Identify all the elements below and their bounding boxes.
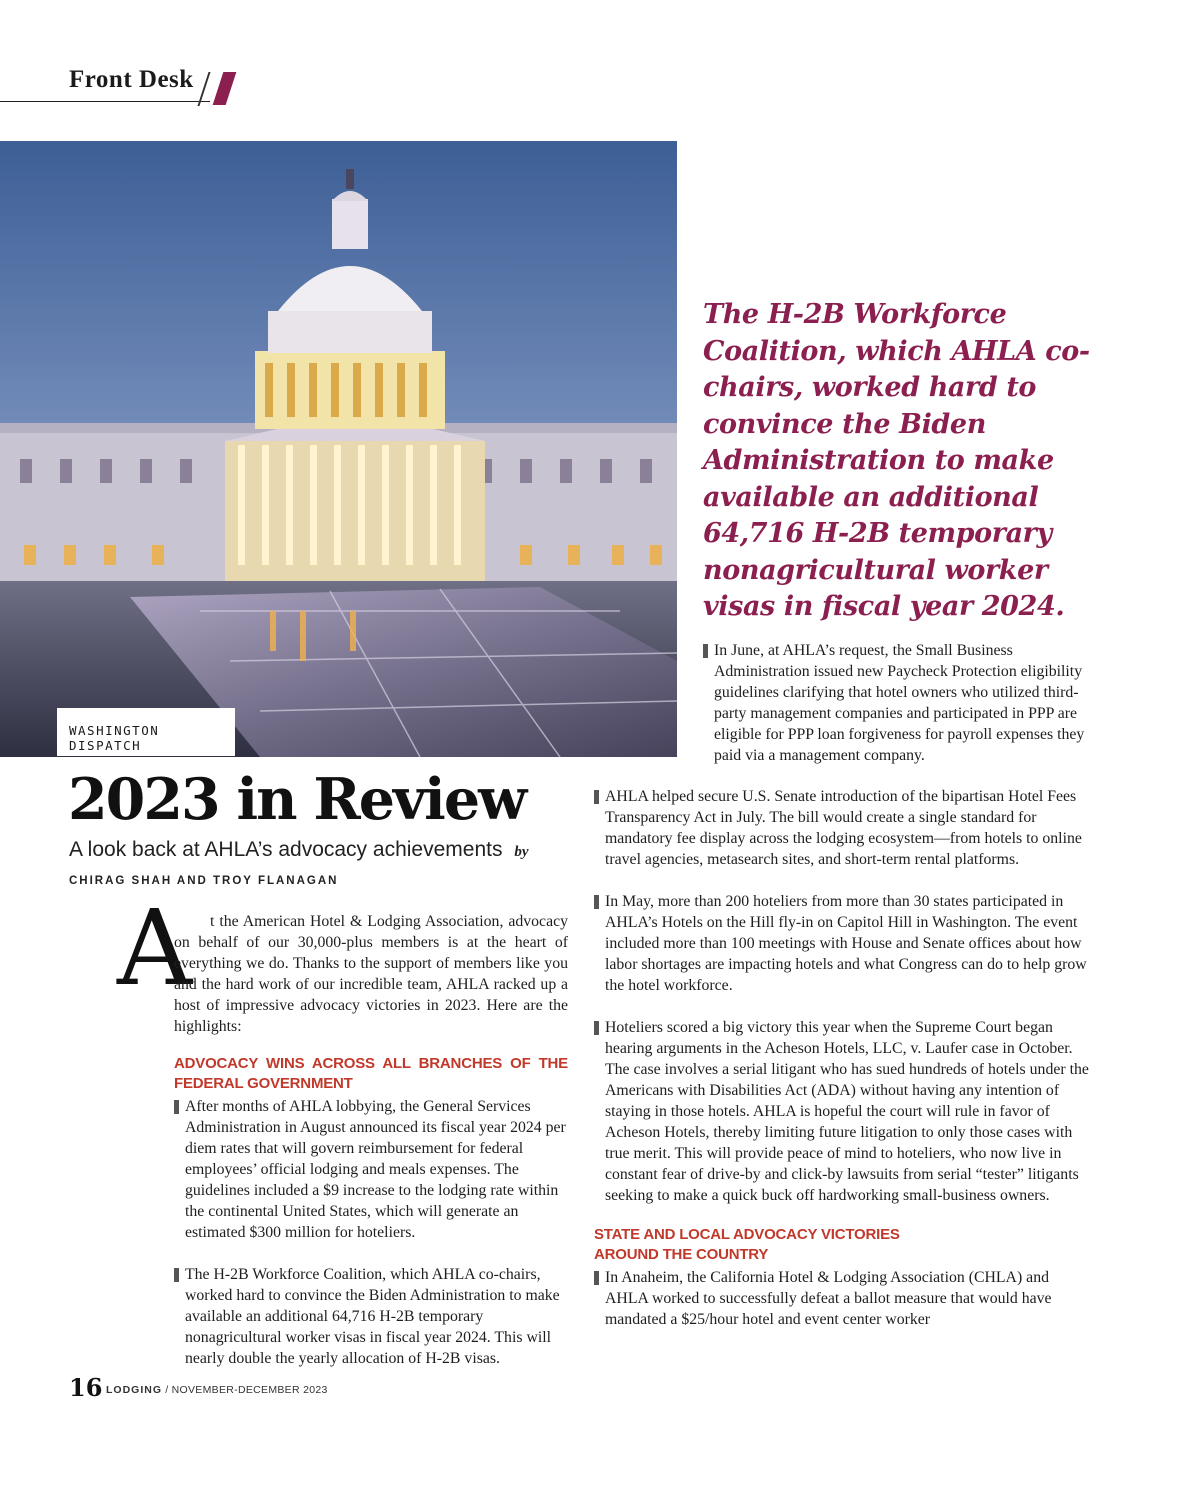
bullet-fees-act bbox=[594, 786, 1094, 870]
issue-date: / NOVEMBER-DECEMBER 2023 bbox=[165, 1384, 328, 1396]
bullet-per-diem bbox=[174, 1096, 568, 1243]
bullet-anaheim bbox=[594, 1267, 1094, 1330]
dispatch-badge-text: WASHINGTON DISPATCH bbox=[69, 723, 160, 753]
intro-text: t the American Hotel & Lodging Association, advocacy on behalf of our 30,000-plus members is at the heart of everything we do. Thanks to the support of members like you and the hard work of our incredible team, AHLA racked up a host of impressive advocacy victories in 2023. Here are the highlights: bbox=[174, 913, 568, 1035]
bullet-marker bbox=[703, 644, 708, 658]
subhead-federal: ADVOCACY WINS ACROSS ALL BRANCHES OF THE FEDERAL GOVERNMENT bbox=[174, 1055, 568, 1092]
ppp-bullet bbox=[703, 640, 1099, 766]
bullet-marker bbox=[594, 790, 599, 804]
byline-prefix: by bbox=[514, 844, 529, 860]
bullet-supreme-court bbox=[594, 1017, 1094, 1206]
bullet-text: Hoteliers scored a big victory this year when the Supreme Court began hearing arguments in the Acheson Hotels, LLC, v. Laufer case in October. The case involves a serial litigant who has sued hundreds of hotels under the Americans with Disabilities Act (ADA) without having any intention of staying in those hotels. AHLA is hopeful the court will rule in favor of Acheson Hotels, thereby limiting future litigation to only those cases with true merit. This will provide peace of mind to hoteliers, who now live in constant fear of drive-by and click-by lawsuits from serial “tester” litigants seeking to make a quick buck off hardworking small-business owners. bbox=[605, 1019, 1089, 1204]
subhead-state-local: STATE AND LOCAL ADVOCACY VICTORIES AROUND THE COUNTRY bbox=[594, 1226, 900, 1263]
article-title: 2023 in Review bbox=[68, 766, 526, 833]
dek-text: A look back at AHLA’s advocacy achievements bbox=[69, 838, 503, 861]
bullet-marker bbox=[174, 1100, 179, 1114]
header-rule bbox=[0, 101, 210, 102]
intro-paragraph bbox=[174, 911, 568, 1037]
dispatch-badge bbox=[57, 708, 235, 756]
bullet-text: After months of AHLA lobbying, the General Services Administration in August announced its fiscal year 2024 per diem rates that will govern reimbursement for federal employees’ official lodging and meals expenses. The guidelines included a $9 increase to the lodging rate within the continental United States, which will generate an estimated $300 million for hoteliers. bbox=[185, 1098, 566, 1241]
pull-quote: The H-2B Workforce Coalition, which AHLA co-chairs, worked hard to convince the Biden Administration to make available an additional 64,716 H-2B temporary nonagricultural worker visas in fiscal year 2024. bbox=[703, 299, 1090, 622]
capitol-photo bbox=[0, 141, 677, 757]
bullet-text: The H-2B Workforce Coalition, which AHLA co-chairs, worked hard to convince the Biden Administration to make available an additional 64,716 H-2B temporary nonagricultural worker visas in fiscal year 2024. This will nearly double the yearly allocation of H-2B visas. bbox=[185, 1266, 560, 1367]
section-label: Front Desk bbox=[69, 66, 194, 93]
bullet-marker bbox=[594, 895, 599, 909]
bullet-marker bbox=[174, 1268, 179, 1282]
bullet-hotels-on-hill bbox=[594, 891, 1094, 996]
bullet-text: In May, more than 200 hoteliers from more than 30 states participated in AHLA’s Hotels on the Hill fly-in on Capitol Hill in Washington. The event included more than 100 meetings with House and Senate offices about how labor shortages are impacting hotels and what Congress can do to help grow the hotel workforce. bbox=[605, 893, 1087, 994]
publication-info bbox=[106, 1384, 328, 1396]
bullet-h2b bbox=[174, 1264, 568, 1369]
drop-cap: A bbox=[117, 887, 193, 1009]
publication-name: LODGING bbox=[106, 1384, 162, 1396]
bullet-marker bbox=[594, 1271, 599, 1285]
page-number: 16 bbox=[69, 1373, 103, 1402]
byline-authors: CHIRAG SHAH AND TROY FLANAGAN bbox=[69, 875, 339, 887]
bullet-text: In Anaheim, the California Hotel & Lodging Association (CHLA) and AHLA worked to successfully defeat a ballot measure that would have mandated a $25/hour hotel and event center worker bbox=[605, 1269, 1052, 1328]
right-column bbox=[594, 786, 1094, 1330]
bullet-text: AHLA helped secure U.S. Senate introduction of the bipartisan Hotel Fees Transparency Act in July. The bill would create a single standard for mandatory fee display across the lodging ecosystem—from hotels to online travel agencies, metasearch sites, and short-term rental platforms. bbox=[605, 788, 1082, 868]
bullet-text: In June, at AHLA’s request, the Small Business Administration issued new Paycheck Protection eligibility guidelines clarifying that hotel owners who utilized third-party management companies and participated in PPP are eligible for PPP loan forgiveness for payroll expenses they paid via a management company. bbox=[714, 642, 1085, 764]
bullet-marker bbox=[594, 1021, 599, 1035]
left-column bbox=[174, 911, 568, 1369]
article-dek bbox=[69, 837, 569, 894]
header-slash-accent bbox=[213, 72, 237, 105]
